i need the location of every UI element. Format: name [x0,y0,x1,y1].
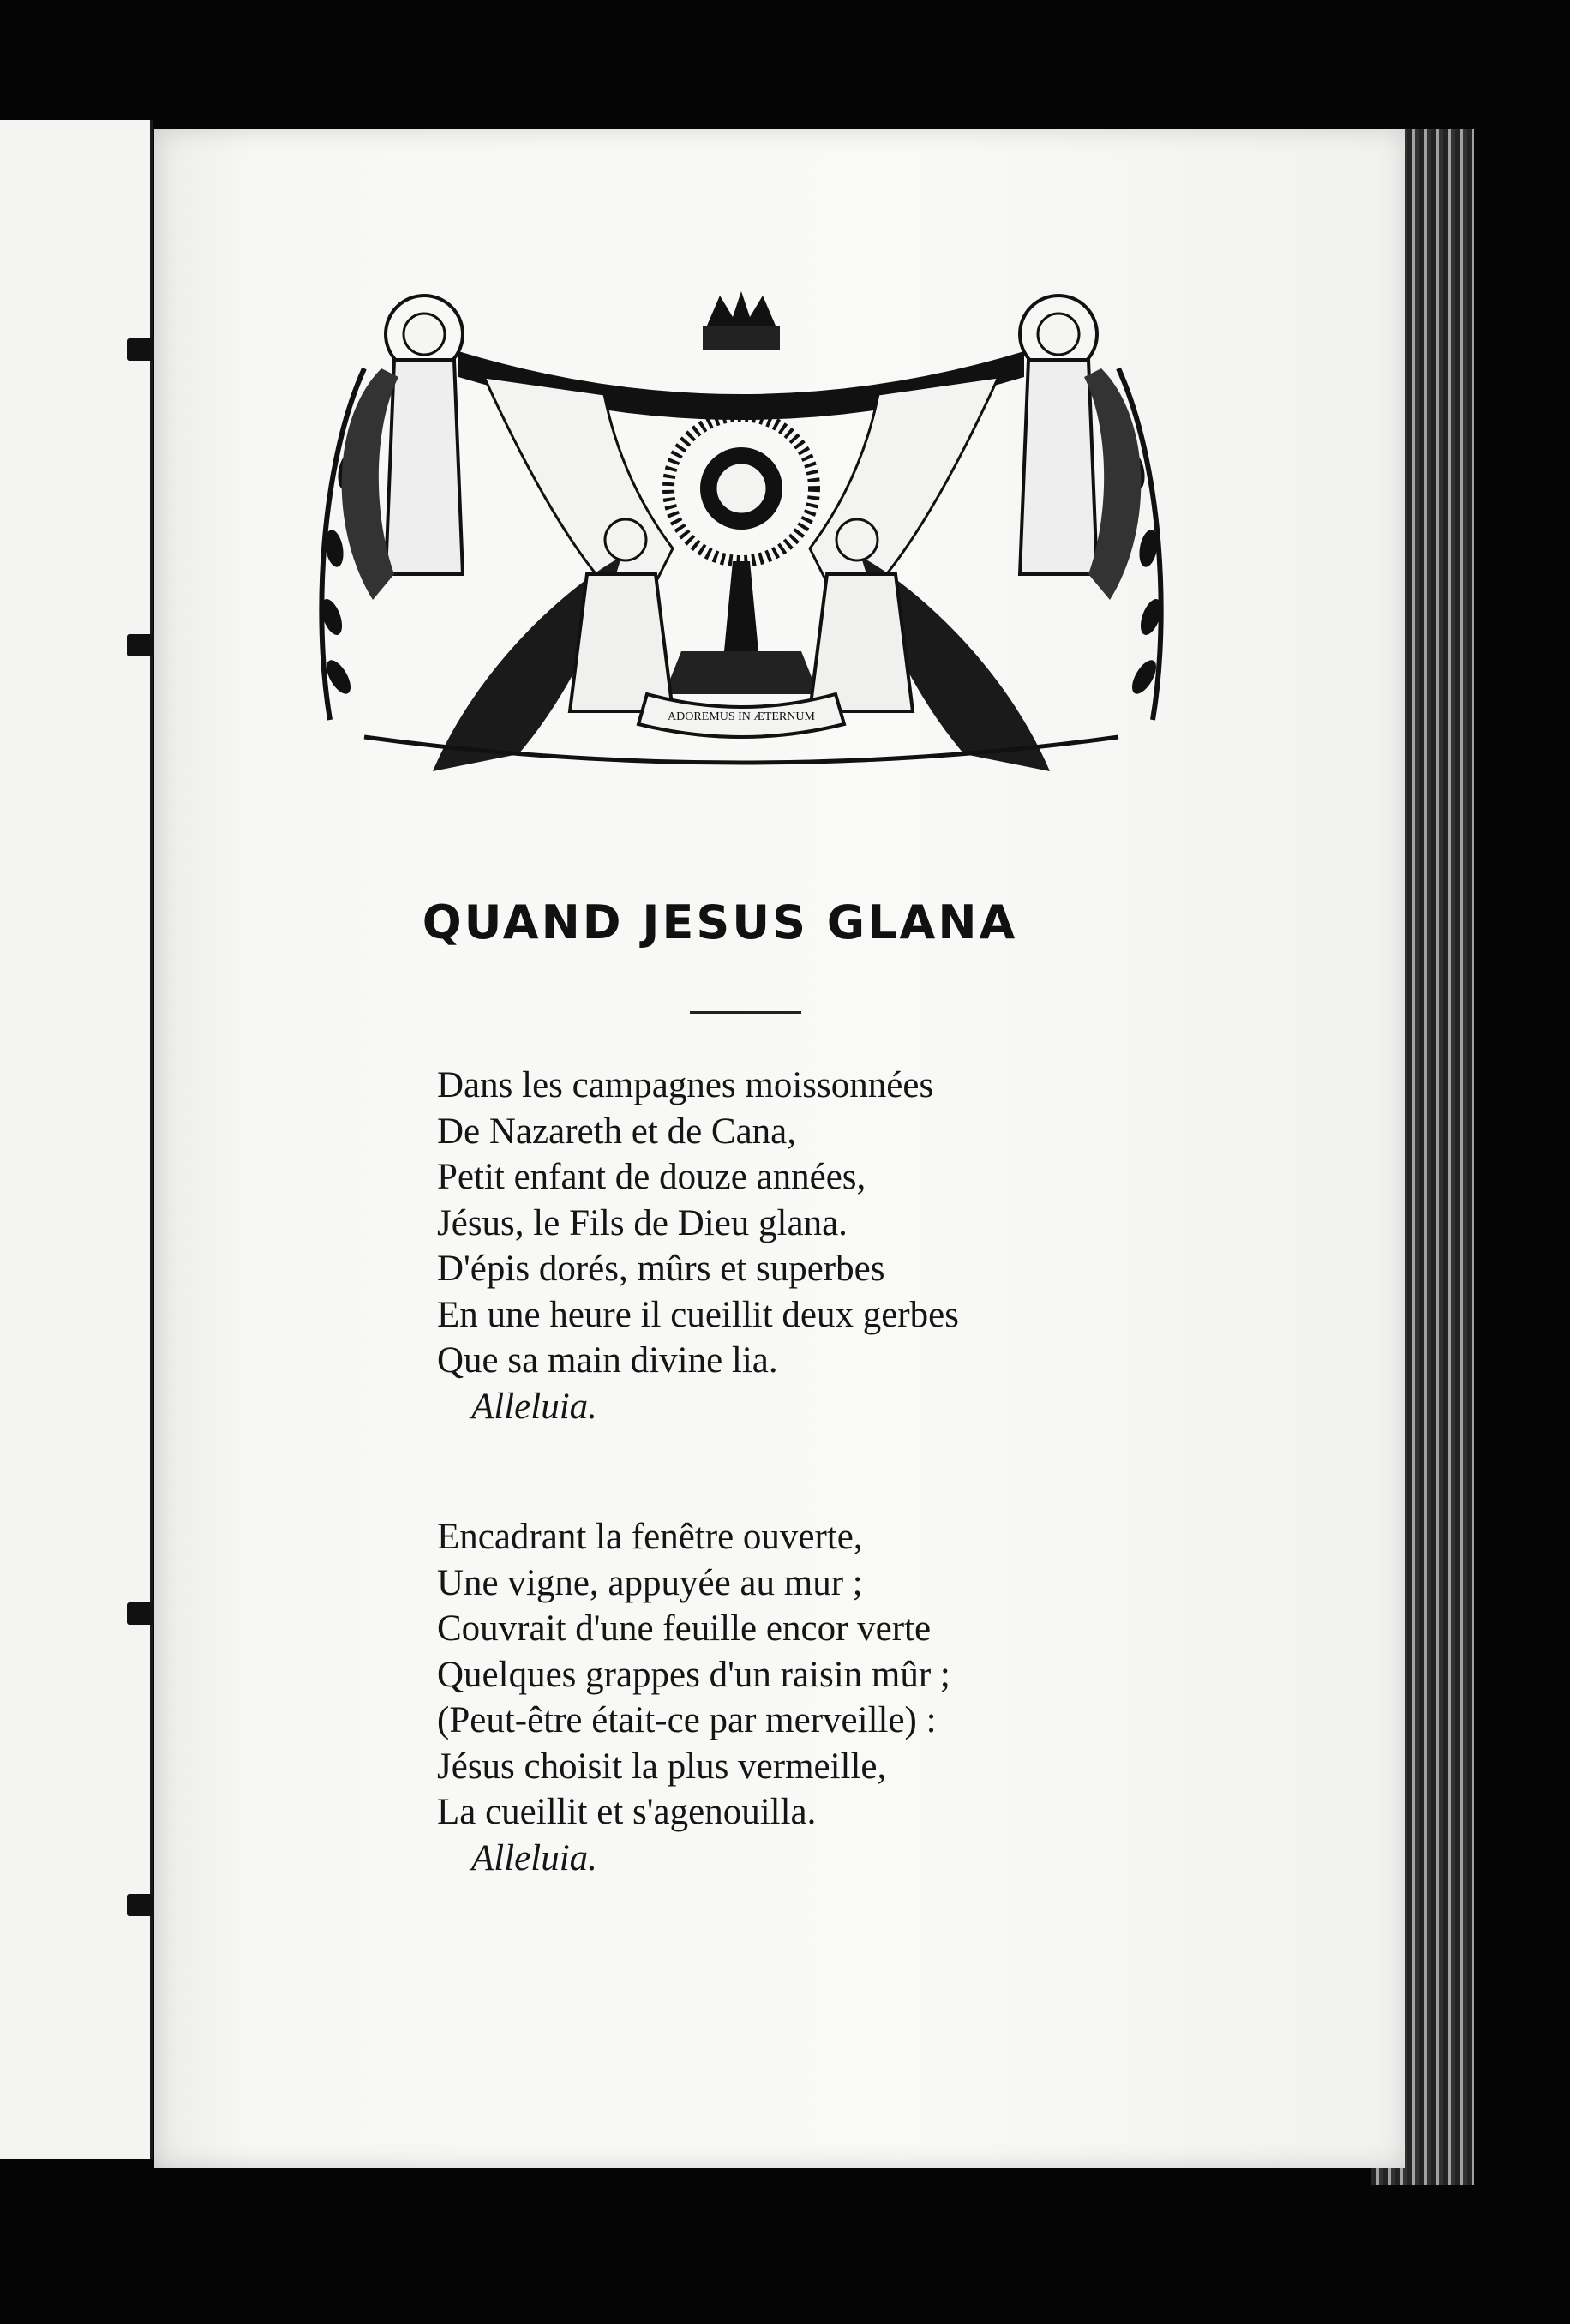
engraved-angels-vignette [313,291,1170,771]
verse-line: Encadrant la fenêtre ouverte, [437,1517,863,1557]
verse-line: D'épis dorés, mûrs et superbes [437,1249,885,1289]
title-rule [690,1011,801,1014]
verse-line: Couvrait d'une feuille encor verte [437,1608,932,1649]
verse-line: De Nazareth et de Cana, [437,1111,797,1152]
verse-line: (Peut-être était-ce par merveille) : [437,1700,937,1740]
verse-line: Dans les campagnes moissonnées [437,1065,934,1105]
verse-line: Jésus choisit la plus vermeille, [437,1746,887,1787]
verse-line: Que sa main divine lia. [437,1340,778,1381]
stanza-2 [437,1514,950,1881]
stanza-1 [437,1063,959,1429]
facing-page-edge [0,120,153,2159]
verse-line: Quelques grappes d'un raisin mûr ; [437,1654,950,1695]
poem-title: QUAND JESUS GLANA [422,895,1018,949]
verse-line: Une vigne, appuyée au mur ; [437,1562,863,1603]
verse-line: Jésus, le Fils de Dieu glana. [437,1202,848,1243]
verse-line: La cueillit et s'agenouilla. [437,1792,817,1832]
book-page [154,129,1405,2168]
verse-line: En une heure il cueillit deux gerbes [437,1294,959,1335]
refrain: Alleluia. [471,1837,597,1878]
verse-line: Petit enfant de douze années, [437,1157,866,1197]
vignette-inscription: ADOREMUS IN ÆTERNUM [668,710,815,723]
refrain: Alleluia. [471,1386,597,1427]
